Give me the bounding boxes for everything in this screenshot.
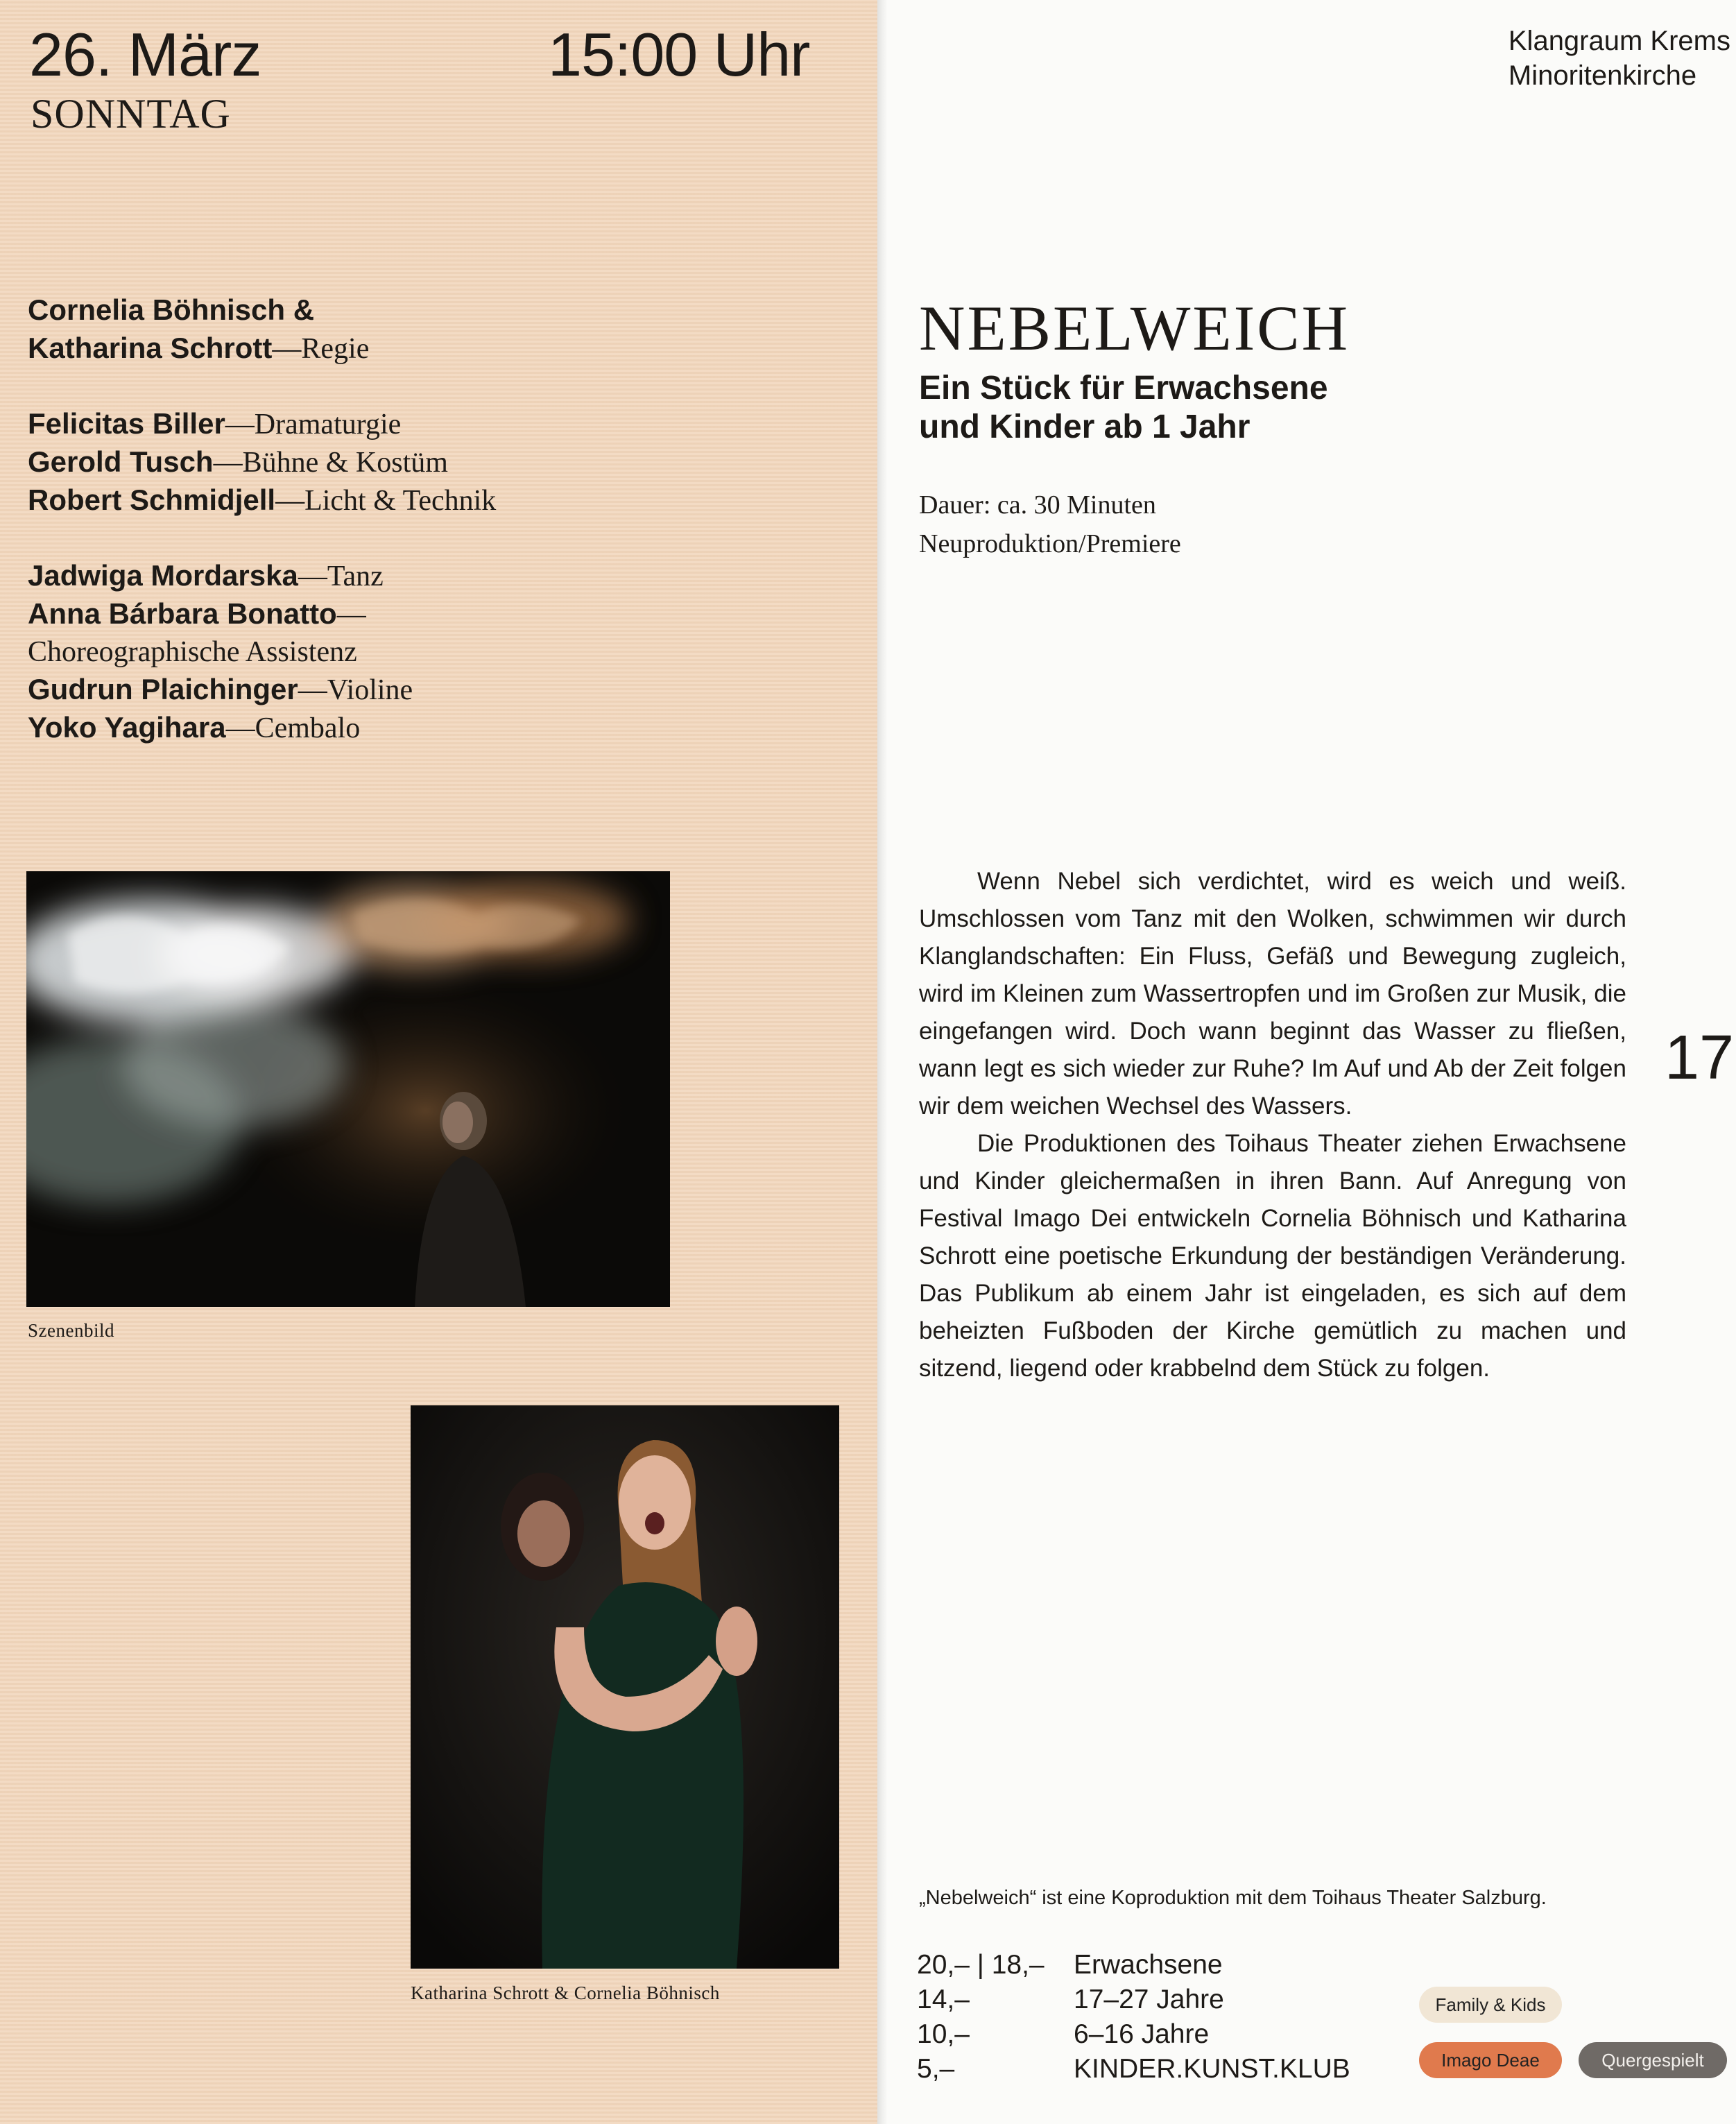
price-row [917, 2017, 1350, 2052]
event-time: 15:00 Uhr [548, 20, 810, 89]
production-subtitle: Ein Stück für Erwachsene und Kinder ab 1 Jahr [919, 370, 1328, 445]
credit-name: Katharina Schrott [28, 332, 273, 364]
premiere-note: Neuproduktion/Premiere [919, 529, 1181, 558]
venue [1509, 24, 1730, 93]
credit-line [28, 443, 846, 481]
price-row [917, 1948, 1350, 1982]
credit-role: —Cembalo [225, 712, 361, 744]
credits-list [28, 291, 846, 747]
venue-location: Minoritenkirche [1508, 60, 1697, 91]
credit-line [28, 405, 846, 443]
credit-line [28, 329, 846, 368]
credit-name: Jadwiga Mordarska [28, 559, 298, 592]
credit-role: — [336, 599, 366, 631]
price-list [917, 1948, 1350, 2087]
photo-caption: Szenenbild [28, 1320, 114, 1341]
badge-quergespielt: Quergespielt [1579, 2042, 1727, 2078]
badge-imago-deae: Imago Deae [1419, 2042, 1562, 2078]
credit-line [28, 709, 846, 747]
event-date: 26. März [29, 20, 261, 89]
page-fold [877, 0, 887, 2124]
credit-name: Yoko Yagihara [28, 711, 226, 744]
price-label: 17–27 Jahre [1074, 1985, 1224, 2014]
credit-name: Robert Schmidjell [28, 483, 276, 516]
credit-line [28, 671, 846, 709]
badge-family-kids: Family & Kids [1419, 1987, 1562, 2023]
credit-line [28, 557, 846, 595]
description [919, 863, 1626, 1387]
price-amount: 20,– | 18,– [917, 1950, 1045, 1980]
page-number: 17 [1665, 1023, 1735, 1093]
credit-role: —Violine [298, 674, 413, 706]
scene-photo [26, 871, 670, 1307]
venue-name: Klangraum Krems [1508, 26, 1730, 56]
credit-name: Gerold Tusch [28, 445, 214, 478]
event-weekday: SONNTAG [31, 91, 231, 137]
price-amount: 14,– [917, 1985, 970, 2014]
production-title: NEBELWEICH [919, 293, 1350, 363]
credit-line [28, 481, 846, 520]
production-meta [919, 486, 1181, 563]
coproduction-note: „Nebelweich“ ist eine Koproduktion mit dem Toihaus Theater Salzburg. [919, 1887, 1547, 1909]
credit-role-continued: Choreographische Assistenz [28, 636, 357, 668]
credit-role: —Bühne & Kostüm [213, 447, 448, 479]
price-amount: 5,– [917, 2054, 955, 2084]
price-label: 6–16 Jahre [1074, 2019, 1210, 2049]
price-amount: 10,– [917, 2019, 970, 2049]
credit-name: Felicitas Biller [28, 407, 225, 440]
description-paragraph: Die Produktionen des Toihaus Theater ziehen Erwachsene und Kinder gleichermaßen in ihren Bann. Auf Anregung von Festival Imago Dei entwickeln Cornelia Böhnisch und Katharina Schrott eine poetische Erkundung der beständigen Veränderung. Das Publikum ab einem Jahr ist eingeladen, es sich auf dem beheizten Fußboden der Kirche gemütlich zu machen und sitzend, liegend oder krabbelnd dem Stück zu folgen. [919, 1130, 1626, 1382]
price-label: Erwachsene [1074, 1950, 1223, 1980]
credit-line [28, 291, 846, 329]
photo-caption: Katharina Schrott & Cornelia Böhnisch [411, 1982, 720, 2003]
credit-line [28, 595, 846, 671]
description-paragraph: Wenn Nebel sich verdichtet, wird es weich und weiß. Umschlossen vom Tanz mit den Wolken, schwimmen wir durch Klanglandschaften: Ein Fluss, Gefäß und Bewegung zugleich, wird im Kleinen zum Wassertropfen und im Großen zur Musik, die eingefangen wird. Doch wann beginnt das Wasser zu fließen, wann legt es sich wieder zur Ruhe? Im Auf und Ab der Zeit folgen wir dem weichen Wechsel des Wassers. [919, 868, 1626, 1120]
credit-name: Anna Bárbara Bonatto [28, 597, 337, 630]
credit-role: —Tanz [298, 560, 384, 592]
credit-role: —Dramaturgie [225, 409, 402, 440]
performers-photo [411, 1405, 839, 1969]
price-row [917, 1982, 1350, 2017]
price-label: KINDER.KUNST.KLUB [1074, 2054, 1350, 2084]
credit-role: —Regie [272, 333, 370, 365]
credit-name: Cornelia Böhnisch & [28, 293, 315, 326]
price-row [917, 2052, 1350, 2087]
credit-name: Gudrun Plaichinger [28, 673, 298, 705]
duration: Dauer: ca. 30 Minuten [919, 490, 1156, 520]
credit-role: —Licht & Technik [275, 485, 497, 517]
